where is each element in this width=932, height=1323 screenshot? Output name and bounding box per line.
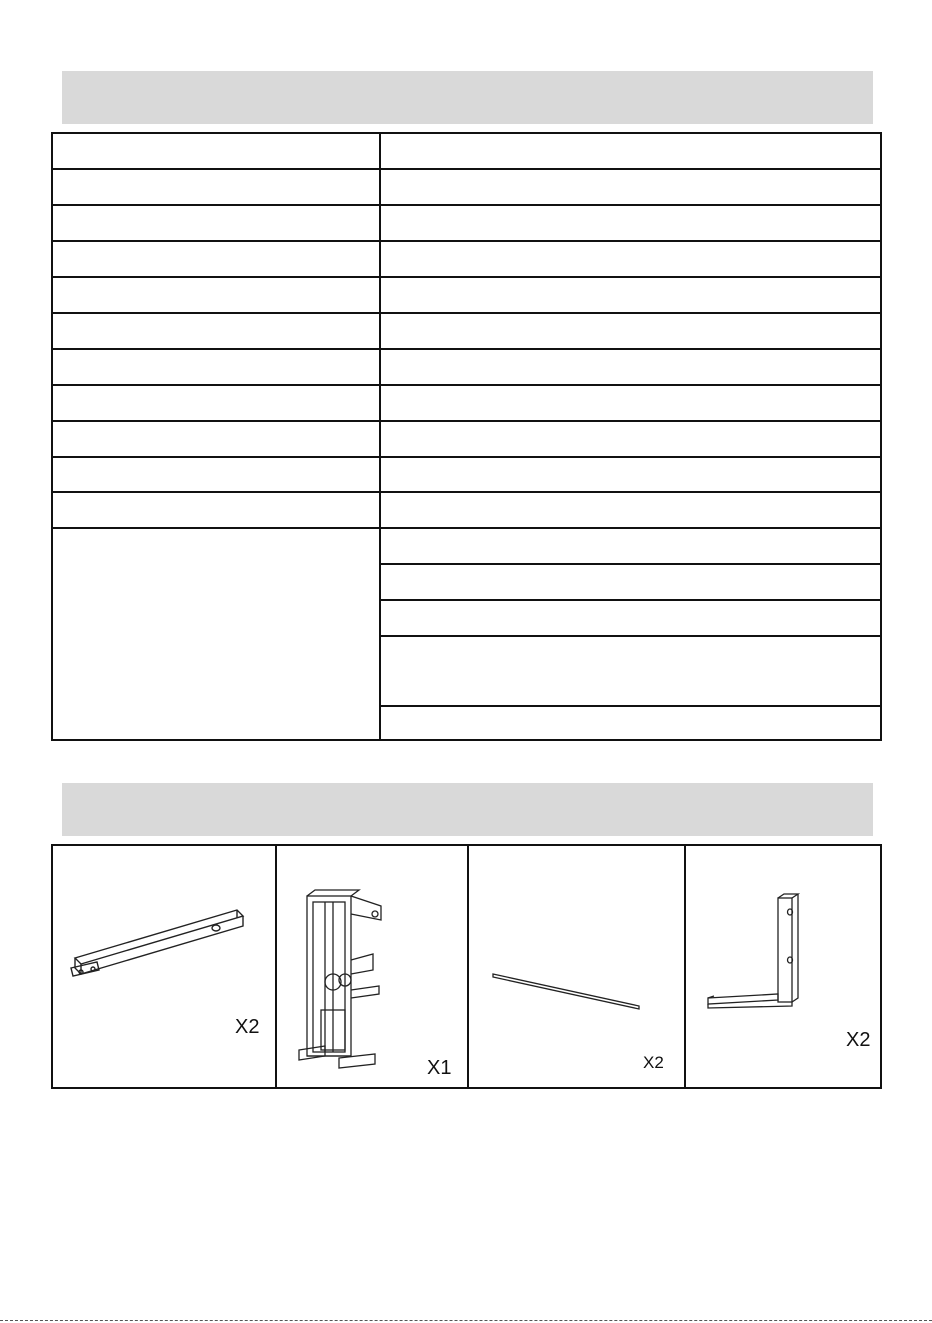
table-row-divider [53,168,880,170]
table-row-divider [53,527,880,529]
table-subrow-divider [379,563,880,565]
part-cell-l-bracket [686,846,880,1087]
rod-illustration [489,966,649,1016]
table-row-divider [53,348,880,350]
table-row-divider [53,204,880,206]
parts-section-header [62,783,873,836]
quantity-label: X2 [643,1053,664,1072]
part-cell-base-rail [53,846,275,1087]
table-row-divider [53,276,880,278]
parts-grid [51,844,882,1089]
table-row-divider [53,420,880,422]
l-bracket-illustration [704,890,834,1020]
quantity-label: X1 [427,1057,452,1079]
part-cell-rod [469,846,684,1087]
table-row-divider [53,312,880,314]
part-cell-main-frame [277,846,467,1087]
quantity-label: X2 [846,1029,871,1051]
table-row-divider [53,456,880,458]
spec-table [51,132,882,741]
table-row-divider [53,240,880,242]
table-subrow-divider [379,705,880,707]
main-frame-illustration [295,890,405,1075]
table-column-divider [379,134,381,739]
base-rail-illustration [67,890,247,990]
table-subrow-divider [379,599,880,601]
table-row-divider [53,384,880,386]
table-row-divider [53,491,880,493]
quantity-label: X2 [235,1016,260,1038]
spec-section-header [62,71,873,124]
table-subrow-divider [379,635,880,637]
page-bottom-edge [0,1320,932,1321]
